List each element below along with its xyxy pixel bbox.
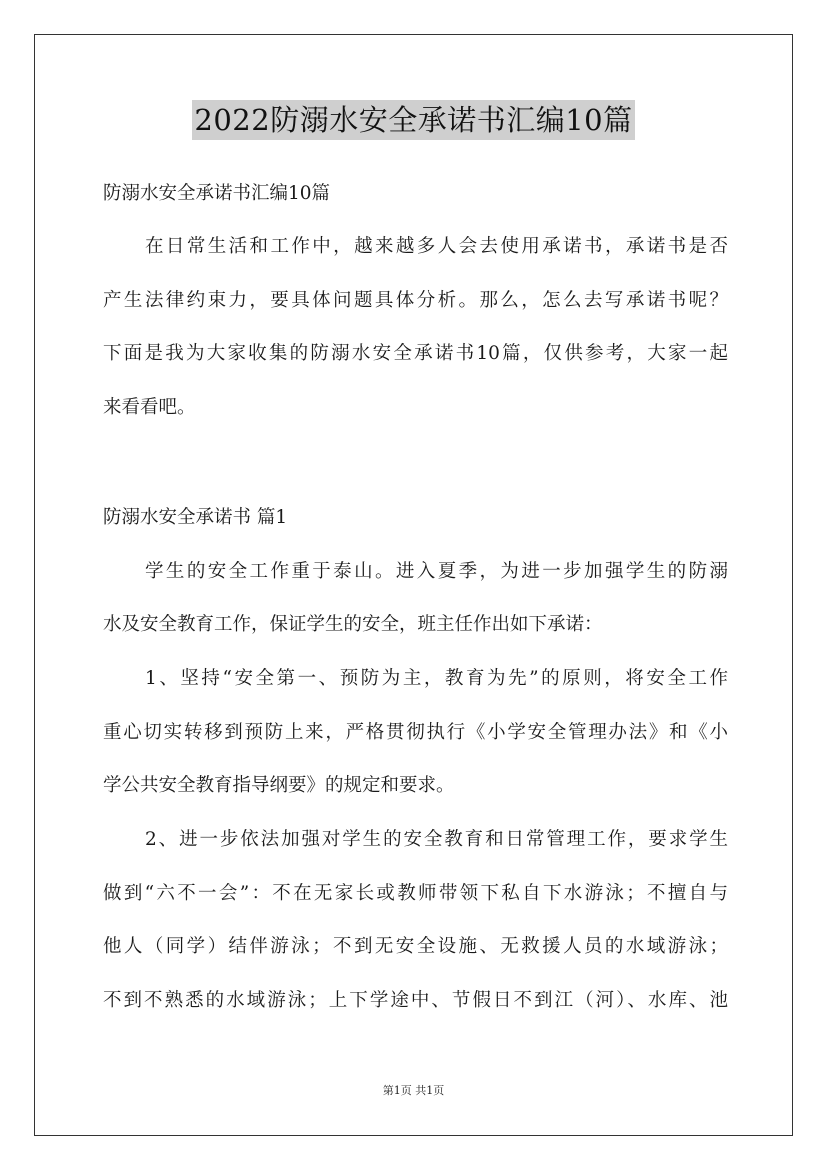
section-1-p3-line-4: 不到不熟悉的水域游泳；上下学途中、节假日不到江（河）、水库、池 xyxy=(103,990,728,1011)
section-1-p2-line-2: 重心切实转移到预防上来，严格贯彻执行《小学安全管理办法》和《小 xyxy=(103,722,728,743)
intro-line-1: 在日常生活和工作中，越来越多人会去使用承诺书，承诺书是否 xyxy=(145,236,728,257)
section-1-p3-line-3: 他人（同学）结伴游泳；不到无安全设施、无救援人员的水域游泳； xyxy=(103,936,728,957)
section-1-heading: 防溺水安全承诺书 篇1 xyxy=(103,507,288,528)
section-1-p1-line-1: 学生的安全工作重于泰山。进入夏季，为进一步加强学生的防溺 xyxy=(145,561,728,582)
document-title: 2022防溺水安全承诺书汇编10篇 xyxy=(192,100,634,140)
section-1-p2-line-1: 1、坚持“安全第一、预防为主，教育为先”的原则，将安全工作 xyxy=(145,668,728,689)
document-subtitle: 防溺水安全承诺书汇编10篇 xyxy=(103,183,331,204)
section-1-p3-line-2: 做到“六不一会”：不在无家长或教师带领下私自下水游泳；不擅自与 xyxy=(103,883,728,904)
section-1-p2-line-3: 学公共安全教育指导纲要》的规定和要求。 xyxy=(103,775,455,796)
section-1-p3-line-1: 2、进一步依法加强对学生的安全教育和日常管理工作，要求学生 xyxy=(145,829,728,850)
document-title-container xyxy=(0,100,827,140)
intro-line-2: 产生法律约束力，要具体问题具体分析。那么，怎么去写承诺书呢？ xyxy=(103,290,728,311)
section-1-p1-line-2: 水及安全教育工作，保证学生的安全，班主任作出如下承诺： xyxy=(103,614,603,635)
intro-line-3: 下面是我为大家收集的防溺水安全承诺书10篇，仅供参考，大家一起 xyxy=(103,343,728,364)
intro-line-4: 来看看吧。 xyxy=(103,397,196,418)
page-number-footer: 第1页 共1页 xyxy=(382,1084,445,1097)
